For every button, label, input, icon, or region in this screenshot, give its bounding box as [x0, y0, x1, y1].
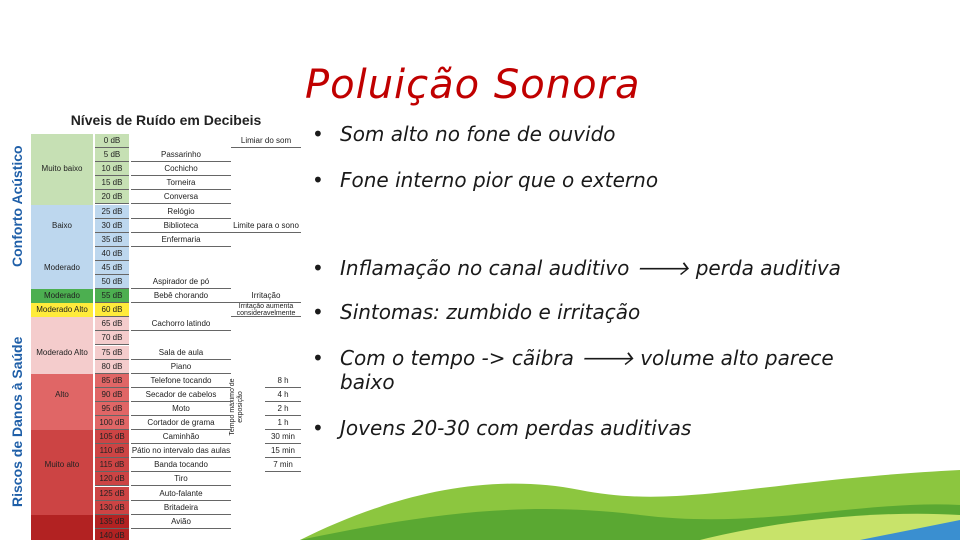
- level-cell: [31, 134, 93, 149]
- note-cell: [231, 176, 301, 190]
- db-cell: 140 dB: [95, 529, 129, 540]
- db-cell: 95 dB: [95, 402, 129, 416]
- db-cell: 120 dB: [95, 472, 129, 486]
- db-cell: 80 dB: [95, 360, 129, 374]
- example-cell: [131, 261, 231, 275]
- note-cell: [231, 360, 301, 374]
- db-cell: 125 dB: [95, 487, 129, 501]
- example-cell: [131, 134, 231, 148]
- example-cell: Pátio no intervalo das aulas: [131, 444, 231, 458]
- db-cell: 70 dB: [95, 331, 129, 345]
- level-cell: [31, 402, 93, 417]
- example-cell: Bebê chorando: [131, 289, 231, 303]
- example-cell: [131, 331, 231, 345]
- db-cell: 25 dB: [95, 205, 129, 219]
- slide-title: Poluição Sonora: [305, 62, 641, 108]
- level-cell: [31, 360, 93, 375]
- bullet-item: • Inflamação no canal auditivo 🡒 perda auditiva: [312, 256, 841, 280]
- example-cell: Banda tocando: [131, 458, 231, 472]
- db-cell: 115 dB: [95, 458, 129, 472]
- level-cell: Baixo: [31, 219, 93, 234]
- example-cell: Piano: [131, 360, 231, 374]
- example-cell: Caminhão: [131, 430, 231, 444]
- level-cell: Moderado Alto: [31, 346, 93, 361]
- example-cell: Auto-falante: [131, 487, 231, 501]
- level-cell: [31, 472, 93, 487]
- note-cell: Irritação: [231, 289, 301, 303]
- example-cell: Torneira: [131, 176, 231, 190]
- note-cell: 15 min: [265, 444, 301, 458]
- note-cell: 2 h: [265, 402, 301, 416]
- note-cell: [231, 501, 301, 515]
- level-cell: [31, 190, 93, 205]
- note-cell: Limite para o sono: [231, 219, 301, 233]
- note-cell: [231, 529, 301, 540]
- level-cell: Moderado Alto: [31, 303, 93, 318]
- db-cell: 0 dB: [95, 134, 129, 148]
- level-cell: [31, 501, 93, 516]
- db-cell: 105 dB: [95, 430, 129, 444]
- example-cell: Relógio: [131, 205, 231, 219]
- note-cell: 8 h: [265, 374, 301, 388]
- example-cell: Secador de cabelos: [131, 388, 231, 402]
- db-cell: 135 dB: [95, 515, 129, 529]
- db-cell: 100 dB: [95, 416, 129, 430]
- level-cell: [31, 233, 93, 248]
- db-cell: 65 dB: [95, 317, 129, 331]
- db-cell: 50 dB: [95, 275, 129, 289]
- level-cell: [31, 529, 93, 540]
- db-cell: 20 dB: [95, 190, 129, 204]
- note-cell: [231, 275, 301, 289]
- example-cell: Sala de aula: [131, 346, 231, 360]
- example-cell: [131, 247, 231, 261]
- bullet-item: • Com o tempo -> cãibra 🡒 volume alto parece baixo: [312, 346, 834, 394]
- db-cell: 45 dB: [95, 261, 129, 275]
- note-cell: [231, 247, 301, 261]
- example-cell: Conversa: [131, 190, 231, 204]
- bullet-item: • Jovens 20-30 com perdas auditivas: [312, 416, 692, 440]
- chart-title: Níveis de Ruído em Decibeis: [70, 112, 262, 128]
- note-cell: Irritação aumenta consideravelmente: [231, 303, 301, 317]
- example-cell: Aspirador de pó: [131, 275, 231, 289]
- level-cell: Muito alto: [31, 458, 93, 473]
- level-cell: [31, 247, 93, 262]
- level-cell: [31, 515, 93, 530]
- example-cell: Biblioteca: [131, 219, 231, 233]
- level-cell: [31, 487, 93, 502]
- db-cell: 30 dB: [95, 219, 129, 233]
- level-cell: [31, 176, 93, 191]
- db-cell: 5 dB: [95, 148, 129, 162]
- level-cell: [31, 331, 93, 346]
- side-label-risk: Riscos de Danos à Saúde: [9, 336, 25, 507]
- db-cell: 75 dB: [95, 346, 129, 360]
- level-cell: [31, 444, 93, 459]
- level-cell: [31, 317, 93, 332]
- level-cell: Alto: [31, 388, 93, 403]
- level-cell: [31, 205, 93, 220]
- example-cell: Britadeira: [131, 501, 231, 515]
- noise-level-chart: [3, 107, 301, 540]
- note-cell: [231, 487, 301, 501]
- db-cell: 90 dB: [95, 388, 129, 402]
- level-cell: Moderado: [31, 261, 93, 276]
- example-cell: Telefone tocando: [131, 374, 231, 388]
- bullet-item: • Fone interno pior que o externo: [312, 168, 659, 192]
- db-cell: 40 dB: [95, 247, 129, 261]
- db-cell: 110 dB: [95, 444, 129, 458]
- db-cell: 10 dB: [95, 162, 129, 176]
- note-cell: [231, 233, 301, 247]
- note-cell: [231, 205, 301, 219]
- level-cell: Moderado: [31, 289, 93, 304]
- db-cell: 55 dB: [95, 289, 129, 303]
- note-cell: [231, 148, 301, 162]
- note-cell: Limiar do som: [231, 134, 301, 148]
- example-cell: Cachorro latindo: [131, 317, 231, 331]
- note-cell: [231, 472, 301, 486]
- note-cell: [231, 190, 301, 204]
- example-cell: Enfermaria: [131, 233, 231, 247]
- note-cell: [231, 162, 301, 176]
- level-cell: [31, 430, 93, 445]
- note-cell: [231, 331, 301, 345]
- example-cell: Cochicho: [131, 162, 231, 176]
- example-cell: Cortador de grama: [131, 416, 231, 430]
- note-cell: [231, 515, 301, 529]
- db-cell: 85 dB: [95, 374, 129, 388]
- example-cell: Moto: [131, 402, 231, 416]
- example-cell: Passarinho: [131, 148, 231, 162]
- note-cell: 1 h: [265, 416, 301, 430]
- example-cell: Avião: [131, 515, 231, 529]
- note-cell: [231, 261, 301, 275]
- note-cell: 30 min: [265, 430, 301, 444]
- db-cell: 60 dB: [95, 303, 129, 317]
- note-cell: 4 h: [265, 388, 301, 402]
- bullet-item: • Sintomas: zumbido e irritação: [312, 300, 641, 324]
- side-label-comfort: Conforto Acústico: [9, 145, 25, 267]
- level-cell: [31, 275, 93, 290]
- level-cell: Muito baixo: [31, 162, 93, 177]
- db-cell: 35 dB: [95, 233, 129, 247]
- example-cell: Tiro: [131, 472, 231, 486]
- level-cell: [31, 148, 93, 163]
- note-cell: [231, 317, 301, 331]
- note-cell: [231, 346, 301, 360]
- db-cell: 15 dB: [95, 176, 129, 190]
- db-cell: 130 dB: [95, 501, 129, 515]
- example-cell: [131, 529, 231, 540]
- level-cell: [31, 416, 93, 431]
- example-cell: [131, 303, 231, 317]
- note-cell: 7 min: [265, 458, 301, 472]
- level-cell: [31, 374, 93, 389]
- bullet-item: • Som alto no fone de ouvido: [312, 122, 616, 146]
- exposure-header: Tempo máximo de exposição: [229, 378, 244, 436]
